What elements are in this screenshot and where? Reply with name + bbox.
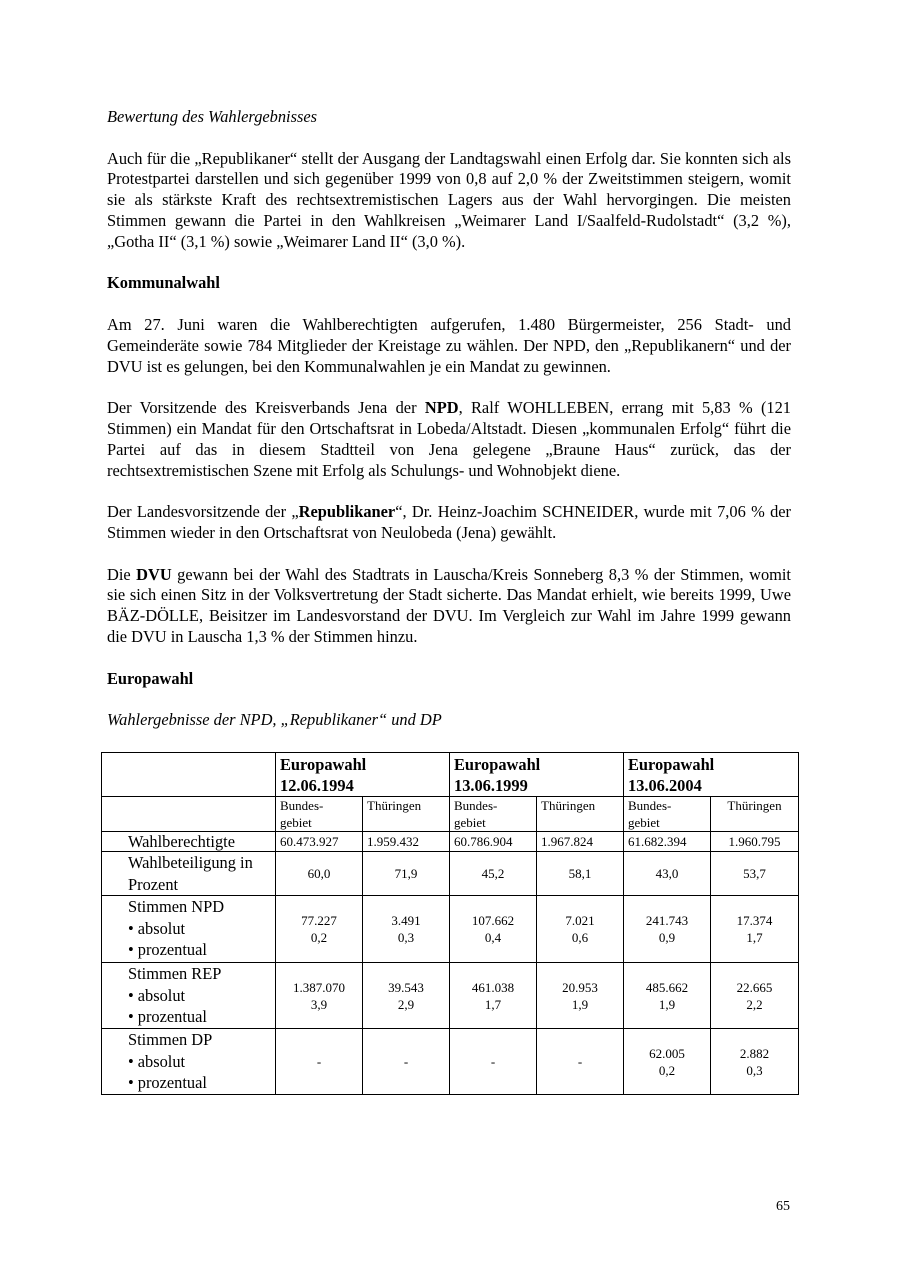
cell-value: 7.021 0,6: [537, 896, 624, 963]
cell-value: 461.038 1,7: [450, 963, 537, 1029]
table-row: [102, 852, 799, 896]
subheader-thueringen: Thüringen: [537, 797, 624, 832]
row-label-stimmen-rep: Stimmen REP • absolut • prozentual: [102, 963, 276, 1029]
paragraph-dvu: Die DVU gewann bei der Wahl des Stadtrats in Lauscha/Kreis Sonneberg 8,3 % der Stimmen, womit sie sich einen Sitz in der Volksvertretung der Stadt sicherte. Das Mandat erhielt, wie bereits 1999, Uwe BÄZ-DÖLLE, Beisitzer im Landesvorstand der DVU. Im Vergleich zur Wahl im Jahre 1999 gewann die DVU in Lauscha 1,3 % der Stimmen hinzu.: [107, 564, 791, 646]
cell-value: 60.473.927: [276, 832, 363, 852]
table-row: [102, 832, 799, 852]
row-label-wahlberechtigte: Wahlberechtigte: [102, 832, 276, 852]
paragraph-kommunalwahl-intro: Am 27. Juni waren die Wahlberechtigten aufgerufen, 1.480 Bürgermeister, 256 Stadt- und Gemeinderäte sowie 784 Mitglieder der Kreistage zu wählen. Der NPD, den „Republikanern“ und der DVU ist es gelungen, bei den Kommunalwahlen je ein Mandat zu gewinnen.: [107, 314, 791, 376]
cell-value: 485.662 1,9: [624, 963, 711, 1029]
section-title: Bewertung des Wahlergebnisses: [107, 107, 318, 126]
cell-value: 2.882 0,3: [711, 1029, 799, 1095]
subheader-bund: Bundes- gebiet: [624, 797, 711, 832]
table-row: [102, 1029, 799, 1095]
paragraph-republikaner-landtag: Auch für die „Republikaner“ stellt der Ausgang der Landtagswahl einen Erfolg dar. Sie konnten sich als Protestpartei darstellen und sich gegenüber 1999 von 0,8 auf 2,0 % der Zweitstimmen steigern, womit sie als stärkste Kraft des rechtsextremistischen Lagers aus der Wahl hervorgingen. Die meisten Stimmen gewann die Partei in den Wahlkreisen „Weimarer Land I/Saalfeld-Rudolstadt“ (3,2 %), „Gotha II“ (3,1 %) sowie „Weimarer Land II“ (3,0 %).: [107, 148, 791, 251]
heading-kommunalwahl: Kommunalwahl: [107, 273, 220, 293]
cell-value: -: [276, 1029, 363, 1095]
cell-value: 1.960.795: [711, 832, 799, 852]
cell-value: 60,0: [276, 852, 363, 896]
header-election-1999: Europawahl 13.06.1999: [450, 753, 624, 797]
cell-value: 107.662 0,4: [450, 896, 537, 963]
paragraph-republikaner: Der Landesvorsitzende der „Republikaner“, Dr. Heinz-Joachim SCHNEIDER, wurde mit 7,06 % der Stimmen wieder in den Ortschaftsrat von Neulobeda (Jena) gewählt.: [107, 502, 792, 542]
subheader-thueringen: Thüringen: [363, 797, 450, 832]
party-dvu: DVU: [136, 564, 172, 584]
cell-value: 77.227 0,2: [276, 896, 363, 963]
cell-value: 1.959.432: [363, 832, 450, 852]
cell-value: 71,9: [363, 852, 450, 896]
header-empty-cell: [102, 753, 276, 797]
subheader-empty-cell: [102, 797, 276, 832]
page-number: 65: [776, 1199, 790, 1214]
results-table-wrapper: [101, 752, 798, 1095]
subheader-thueringen: Thüringen: [711, 797, 799, 832]
row-label-stimmen-dp: Stimmen DP • absolut • prozentual: [102, 1029, 276, 1095]
table-row: [102, 963, 799, 1029]
cell-value: 62.005 0,2: [624, 1029, 711, 1095]
cell-value: 53,7: [711, 852, 799, 896]
header-election-1994: Europawahl 12.06.1994: [276, 753, 450, 797]
cell-value: 1.967.824: [537, 832, 624, 852]
cell-value: 3.491 0,3: [363, 896, 450, 963]
paragraph-npd: Der Vorsitzende des Kreisverbands Jena der NPD, Ralf WOHLLEBEN, errang mit 5,83 % (121 Stimmen) ein Mandat für den Ortschaftsrat in Lobeda/Altstadt. Diesen „kommunalen Erfolg“ führt die Partei auf das in diesem Stadtteil von Jena gelegene „Braune Haus“ zurück, das der rechtsextremistischen Szene mit Erfolg als Schulungs- und Wohnobjekt diene.: [107, 398, 792, 480]
cell-value: 58,1: [537, 852, 624, 896]
party-republikaner: Republikaner: [298, 502, 396, 522]
cell-value: 43,0: [624, 852, 711, 896]
results-table: [101, 752, 799, 1095]
row-label-stimmen-npd: Stimmen NPD • absolut • prozentual: [102, 896, 276, 963]
cell-value: 39.543 2,9: [363, 963, 450, 1029]
heading-europawahl: Europawahl: [107, 668, 194, 688]
cell-value: 22.665 2,2: [711, 963, 799, 1029]
cell-value: -: [537, 1029, 624, 1095]
party-npd: NPD: [424, 398, 459, 418]
cell-value: 60.786.904: [450, 832, 537, 852]
row-label-wahlbeteiligung: Wahlbeteiligung in Prozent: [102, 852, 276, 896]
subheader-bund: Bundes- gebiet: [450, 797, 537, 832]
cell-value: 45,2: [450, 852, 537, 896]
cell-value: -: [363, 1029, 450, 1095]
header-election-2004: Europawahl 13.06.2004: [624, 753, 799, 797]
cell-value: -: [450, 1029, 537, 1095]
cell-value: 17.374 1,7: [711, 896, 799, 963]
table-caption: Wahlergebnisse der NPD, „Republikaner“ und DP: [107, 710, 442, 730]
cell-value: 20.953 1,9: [537, 963, 624, 1029]
table-row: [102, 896, 799, 963]
page-body: [107, 107, 791, 731]
table-subheader-row: [102, 797, 799, 832]
table-header-row: [102, 753, 799, 797]
subheader-bund: Bundes- gebiet: [276, 797, 363, 832]
cell-value: 61.682.394: [624, 832, 711, 852]
cell-value: 1.387.070 3,9: [276, 963, 363, 1029]
cell-value: 241.743 0,9: [624, 896, 711, 963]
